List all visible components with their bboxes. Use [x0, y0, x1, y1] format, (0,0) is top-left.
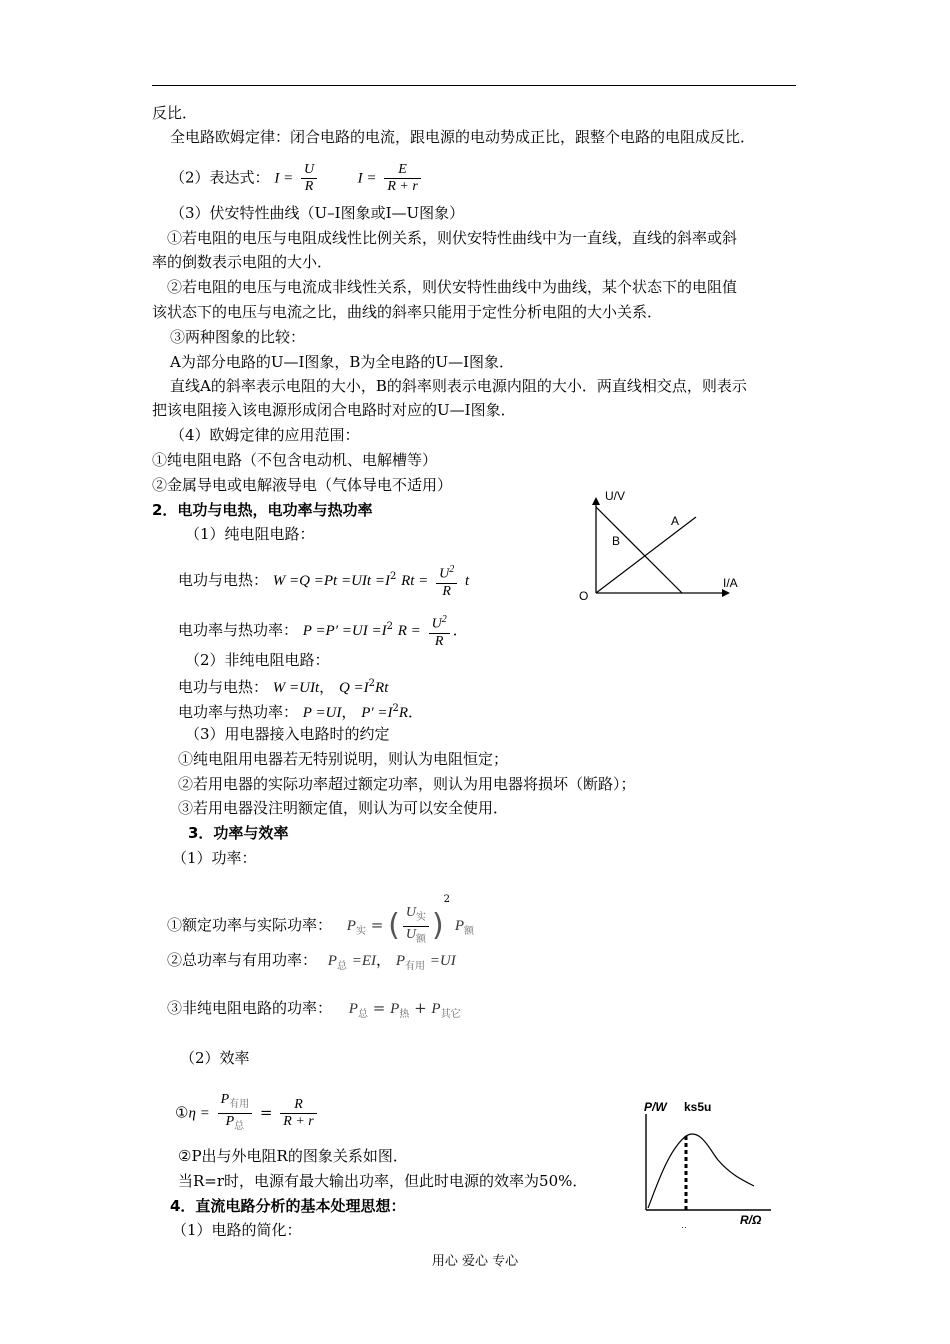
- text-line: 直线A的斜率表示电阻的大小，B的斜率则表示电源内阻的大小．两直线相交点，则表示: [170, 377, 747, 395]
- frac-num-text: U: [439, 566, 450, 582]
- formula-label: ②总功率与有用功率：: [167, 951, 318, 969]
- text-line: （3）伏安特性曲线（U–I图象或I—U图象）: [170, 204, 465, 222]
- x-axis-label: I/A: [723, 576, 738, 590]
- subscript: 有用: [229, 1098, 250, 1110]
- section-heading: 3．功率与效率: [188, 824, 289, 842]
- y-axis-label: U/V: [605, 489, 626, 503]
- line-b-label: B: [612, 534, 621, 548]
- formula-fraction: [436, 562, 457, 600]
- text-line: 全电路欧姆定律：闭合电路的电流，跟电源的电动势成正比，跟整个电路的电阻成反比．: [170, 128, 756, 146]
- formula-label: ③非纯电阻电路的功率：: [167, 999, 333, 1017]
- text-line: （4）欧姆定律的应用范围：: [170, 426, 360, 444]
- formula-fraction: [429, 612, 450, 650]
- text-line: 把该电阻接入该电源形成闭合电路时对应的U—I图象．: [152, 401, 516, 419]
- formula-line: [175, 1092, 320, 1135]
- equals: =: [370, 916, 384, 934]
- text-line: （3）用电器接入电路时的约定: [185, 725, 390, 743]
- section-heading: 2．电功与电热，电功率与热功率: [152, 501, 373, 519]
- section-heading: 4．直流电路分析的基本处理思想：: [170, 1197, 406, 1215]
- frac-den: R + r: [283, 1113, 314, 1129]
- formula-part: t: [464, 572, 470, 589]
- exponent: 2: [386, 620, 393, 632]
- text-line: （2）效率: [180, 1049, 250, 1067]
- frac-num-text: U: [431, 616, 442, 632]
- pr-graph: [636, 1098, 776, 1238]
- text-line: ②P出与外电阻R的图象关系如图．: [178, 1147, 408, 1165]
- watermark-text: ks5u: [684, 1100, 712, 1114]
- frac-den: [403, 927, 429, 948]
- text-line: 反比．: [152, 104, 198, 122]
- text-line: ③两种图象的比较：: [170, 328, 306, 346]
- rated-fraction: [403, 905, 429, 948]
- frac-num: [436, 562, 457, 584]
- formula-part: P: [348, 1001, 358, 1017]
- formula-label: ①: [175, 1103, 189, 1122]
- x-arrow: [722, 589, 730, 597]
- eta: η =: [188, 1105, 210, 1122]
- formula-line: [178, 562, 469, 600]
- formula-line: [178, 699, 423, 723]
- footer: 用心 爱心 专心: [431, 1254, 519, 1269]
- exponent: 2: [441, 614, 447, 625]
- formula-part: P: [390, 1001, 400, 1017]
- text-line: A为部分电路的U—I图象，B为全电路的U—I图象．: [170, 353, 514, 371]
- line-a: [596, 517, 696, 593]
- frac-num-text: P: [220, 1092, 230, 1107]
- frac-num: U: [301, 162, 317, 179]
- subscript: 有用: [405, 961, 425, 972]
- comma: ，: [376, 951, 392, 969]
- y-axis-label: P/W: [644, 1100, 667, 1114]
- subscript: 热: [399, 1009, 410, 1020]
- frac-den: R: [304, 179, 314, 194]
- frac-den: R: [434, 633, 444, 649]
- frac-num: R: [280, 1097, 316, 1114]
- formula-line: [178, 674, 388, 698]
- equals: =: [372, 999, 386, 1017]
- ohm-fraction: [301, 162, 317, 195]
- formula-label: 电功与电热：: [178, 678, 269, 696]
- text-line: 率的倒数表示电阻的大小．: [152, 253, 333, 271]
- paren-left: (: [388, 908, 400, 943]
- line-a-label: A: [671, 514, 680, 528]
- frac-num-text: U: [405, 904, 416, 920]
- formula-line: [178, 612, 468, 650]
- formula-end: ．: [408, 703, 424, 721]
- subscript: 总: [336, 961, 347, 972]
- ui-graph: [572, 487, 750, 607]
- formula-line: [167, 950, 456, 977]
- formula-part: P: [431, 1001, 441, 1017]
- exponent: 2: [449, 564, 455, 575]
- text-line: （1）电路的简化：: [172, 1221, 302, 1239]
- frac-den-text: U: [405, 926, 416, 942]
- formula-part: =EI: [351, 953, 377, 969]
- frac-den: [218, 1114, 253, 1135]
- exponent: 2: [368, 678, 376, 689]
- frac-den: R: [442, 583, 451, 599]
- subscript: 额: [415, 933, 426, 945]
- frac-num: E: [384, 162, 420, 179]
- formula-part: R =: [397, 622, 421, 639]
- frac-num: [218, 1092, 253, 1114]
- text-line: ①若电阻的电压与电阻成线性比例关系，则伏安特性曲线中为一直线，直线的斜率或斜: [167, 229, 738, 247]
- text-line: （1）功率：: [172, 849, 257, 867]
- eta-fraction-2: [280, 1097, 316, 1130]
- formula-line: [167, 998, 461, 1025]
- formula-end: ．: [452, 620, 468, 639]
- expression-line: [170, 162, 424, 195]
- full-I: I =: [357, 170, 377, 187]
- line-b: [596, 507, 682, 593]
- formula-part: P′ =I: [361, 705, 393, 721]
- subscript: 实: [355, 926, 366, 937]
- frac-den-text: P: [225, 1113, 235, 1129]
- tick-mark: ··: [681, 1222, 687, 1232]
- subscript: 实: [415, 911, 426, 923]
- equals: =: [259, 1103, 273, 1122]
- formula-label: ①额定功率与实际功率：: [167, 916, 333, 934]
- formula-part: W =UIt: [272, 680, 320, 696]
- text-line: ①纯电阻用电器若无特别说明，则认为电阻恒定；: [178, 750, 509, 768]
- text-line: ②若用电器的实际功率超过额定功率，则认为用电器将损坏（断路）；: [178, 775, 636, 793]
- formula-label: 电功率与热功率：: [178, 703, 299, 721]
- expression-label: （2）表达式：: [170, 168, 270, 187]
- origin-label: O: [579, 589, 589, 603]
- formula-part: Rt =: [401, 572, 429, 589]
- comma: ，: [319, 678, 335, 696]
- eta-fraction: [218, 1092, 253, 1135]
- exponent: 2: [443, 894, 451, 905]
- frac-num: [403, 905, 429, 927]
- text-line: ①纯电阻电路（不包含电动机、电解槽等）: [152, 451, 438, 469]
- ohm-I: I =: [274, 170, 294, 187]
- subscript: 额: [464, 926, 474, 937]
- text-line: 该状态下的电压与电流之比，曲线的斜率只能用于定性分析电阻的大小关系．: [152, 303, 663, 321]
- formula-part: Rt: [375, 680, 389, 696]
- formula-label: 电功与电热：: [178, 570, 269, 589]
- text-line: （2）非纯电阻电路：: [185, 651, 330, 669]
- formula-part: =UI: [429, 953, 456, 969]
- frac-den: R + r: [387, 179, 418, 194]
- formula-part: Q =I: [338, 680, 369, 696]
- formula-part: R: [398, 705, 409, 721]
- frac-num: [429, 612, 450, 634]
- formula-part: P =P′ =UI =I: [302, 622, 387, 639]
- text-line: （1）纯电阻电路：: [185, 525, 315, 543]
- formula-part: W =Q =Pt =UIt =I: [272, 572, 390, 589]
- exponent: 2: [389, 570, 397, 582]
- formula-line: [167, 890, 474, 947]
- paren-right: ): [431, 908, 444, 943]
- comma: ，: [341, 703, 357, 721]
- formula-part: P: [327, 953, 337, 969]
- subscript: 其它: [440, 1009, 461, 1020]
- exponent: 2: [392, 703, 399, 714]
- formula-part: P =UI: [302, 705, 342, 721]
- header-rule: [152, 85, 796, 86]
- formula-label: 电功率与热功率：: [178, 620, 299, 639]
- formula-part: P: [454, 918, 464, 934]
- power-curve: [648, 1134, 754, 1208]
- text-line: 当R=r时，电源有最大输出功率，但此时电源的效率为50%．: [178, 1172, 588, 1190]
- plus: +: [414, 999, 427, 1017]
- formula-part: P: [395, 953, 405, 969]
- formula-part: P: [346, 918, 356, 934]
- text-line: ②金属导电或电解液导电（气体导电不适用）: [152, 476, 453, 494]
- subscript: 总: [234, 1120, 245, 1132]
- text-line: ②若电阻的电压与电流成非线性关系，则伏安特性曲线中为曲线，某个状态下的电阻值: [167, 278, 738, 296]
- subscript: 总: [357, 1009, 368, 1020]
- text-line: ③若用电器没注明额定值，则认为可以安全使用．: [178, 799, 509, 817]
- y-arrow: [592, 497, 600, 505]
- full-ohm-fraction: [384, 162, 420, 195]
- x-axis-label: R/Ω: [740, 1213, 762, 1227]
